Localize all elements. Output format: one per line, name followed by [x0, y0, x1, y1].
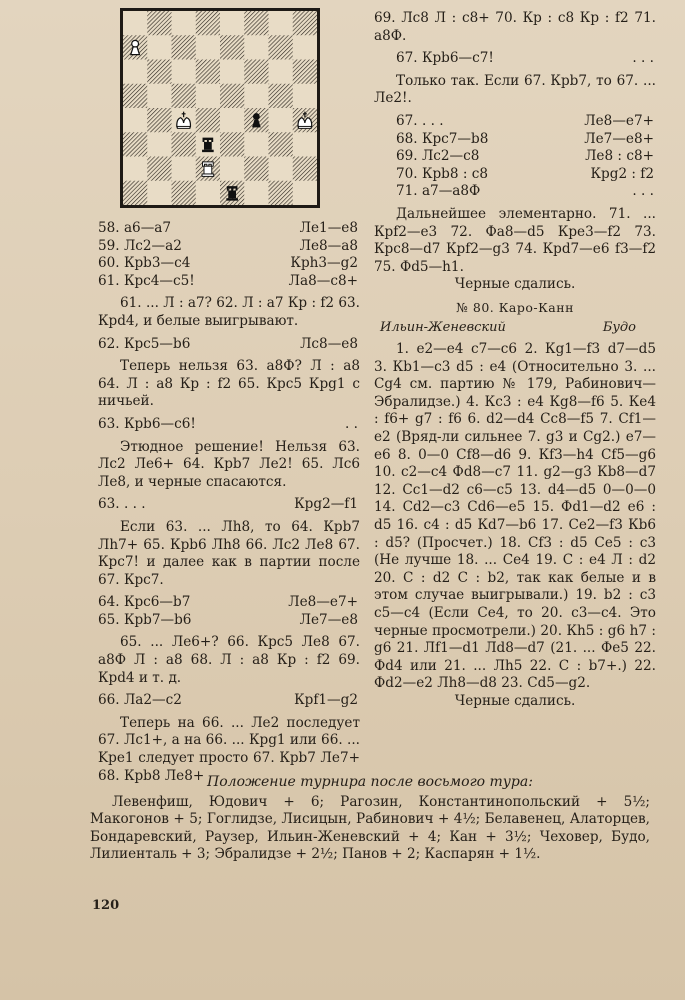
result-line: Черные сдались. — [454, 276, 576, 293]
move-line: 63. Кpb6—c6! . . — [98, 415, 358, 432]
standings-title: Положение турнира после восьмого тура: — [207, 774, 533, 790]
move-line: 63. . . . Кpg2—f1 — [98, 496, 358, 513]
standings-text: Левенфиш, Юдович + 6; Рагозин, Константинопольский + 5½; Макогонов + 5; Гоглидзе, Лисицын, Рабинович + 4½; Белавенец, Алаторцев, Бондаревский, Раузер, Ильин-Женевский + 4; Кан + 3½; Чеховер, Будо, Лилиенталь + 3; Эбралидзе + 2½; Панов + 2; Каспарян + 1½. — [90, 793, 650, 863]
move-line: 71. а7—а8Ф . . . — [396, 183, 654, 200]
move-line: 62. Кpc5—b6 Лс8—е8 — [98, 335, 358, 352]
move-line: 69. Лс2—с8 Ле8 : с8+ — [396, 148, 654, 165]
page-number: 120 — [92, 898, 120, 913]
commentary: Теперь на 66. ... Ле2 последует 67. Лс1+, а на 66. ... Крg1 или 66. ... Kpe1 следует просто 67. Крb7 Ле7+ 68. Крb8 Ле8+ — [98, 714, 360, 784]
commentary: Дальнейшее элементарно. 71. ... Крf2—е3 72. Фа8—d5 Кре3—f2 73. Крс8—d7 Крf2—g3 74. Крd7—е6 f3—f2 75. Фd5—h1. — [374, 205, 656, 275]
game-score: 1. е2—е4 с7—с6 2. Кg1—f3 d7—d5 3. Кb1—с3 d5 : е4 (Относительно 3. ... Сg4 см. партию № 179, Рабинович—Эбралидзе.) 4. Кс3 : е4 Кg8—f6 5. Ке4 : f6+ g7 : f6 6. d2—d4 Сс8—f5 7. Сf1—е2 (Вряд-ли сильнее 7. g3 и Сg2.) е7—е6 8. 0—0 Сf8—d6 9. Кf3—h4 Сf5—g6 10. с2—с4 Фd8—с7 11. g2—g3 Кb8—d7 12. Сс1—d2 с6—с5 13. d4—d5 0—0—0 14. Сd2—с3 Сd6—е5 15. Фd1—d2 е6 : d5 16. с4 : d5 Кd7—b6 17. Се2—f3 Кb6 : d5? (Просчет.) 18. Сf3 : d5 Се5 : с3 (Не лучше 18. ... Се4 19. С : е4 Л : d2 20. С : d2 С : b2, так как белые и в этом случае выигрывали.) 19. b2 : с3 с5—с4 (Если Се4, то 20. с3—с4. Это черные просмотрели.) 20. Кh5 : g6 h7 : g6 21. Лf1—d1 Лd8—d7 (21. ... Фе5 22. Фd4 или 21. ... Лh5 22. С : b7+.) 22. Фd2—е2 Лh8—d8 23. Сd5—g2. — [374, 341, 656, 692]
move-line: 67. . . . Ле8—е7+ — [396, 112, 654, 129]
left-column — [98, 220, 360, 785]
move-line: 70. Кpb8 : c8 Кpg2 : f2 — [396, 165, 654, 182]
chess-diagram — [120, 8, 320, 208]
commentary: 61. ... Л : а7? 62. Л : а7 Кр : f2 63. Крd4, и белые выигрывают. — [98, 295, 360, 329]
right-column — [374, 10, 656, 711]
move-line: 65. Кpb7—b6 Ле7—е8 — [98, 611, 358, 628]
move-line: 64. Кpc6—b7 Ле8—е7+ — [98, 594, 358, 611]
commentary: 69. Лс8 Л : с8+ 70. Кр : с8 Кр : f2 71. а8Ф. — [374, 10, 656, 44]
black-player: Будо — [602, 319, 636, 335]
move-line: 60. Кpb3—c4 Кph3—g2 — [98, 255, 358, 272]
tournament-standings — [90, 774, 650, 864]
move-line: 68. Кpc7—b8 Ле7—е8+ — [396, 130, 654, 147]
move-line: 67. Кpb6—c7! . . . — [396, 50, 654, 67]
move-line: 59. Лс2—а2 Ле8—а8 — [98, 237, 358, 254]
white-player: Ильин-Женевский — [380, 319, 506, 335]
chessboard-icon — [123, 11, 317, 205]
move-line: 58. а6—а7 Ле1—е8 — [98, 220, 358, 236]
move-line: 66. Ла2—с2 Кpf1—g2 — [98, 692, 358, 709]
white-rook-icon — [202, 162, 214, 177]
commentary: Этюдное решение! Нельзя 63. Лс2 Ле6+ 64. Крb7 Ле2! 65. Лс6 Ле8, и черные спасаются. — [98, 438, 360, 490]
players-line — [374, 319, 656, 337]
commentary: Если 63. ... Лh8, то 64. Крb7 Лh7+ 65. Крb6 Лh8 66. Лс2 Ле8 67. Крс7! и далее как в партии после 67. Крс7. — [98, 518, 360, 588]
move-line: 61. Кpc4—c5! Ла8—с8+ — [98, 272, 358, 289]
commentary: 65. ... Ле6+? 66. Крс5 Ле8 67. а8Ф Л : а8 68. Л : а8 Кр : f2 69. Крd4 и т. д. — [98, 634, 360, 686]
result-line: Черные сдались. — [454, 692, 576, 709]
game-header: № 80. Каро-Канн — [456, 299, 574, 315]
commentary: Теперь нельзя 63. а8Ф? Л : а8 64. Л : а8 Кр : f2 65. Крс5 Крg1 с ничьей. — [98, 358, 360, 410]
commentary: Только так. Если 67. Крb7, то 67. ... Ле2!. — [374, 72, 656, 107]
